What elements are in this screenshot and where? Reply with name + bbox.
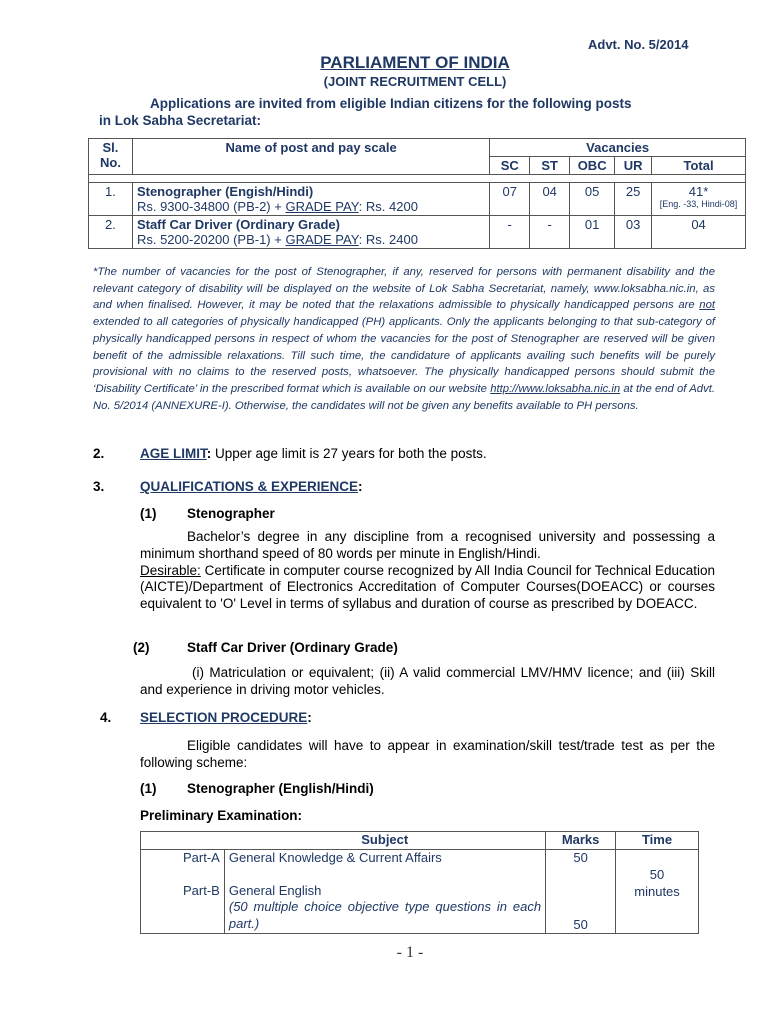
exam-table xyxy=(140,831,699,934)
page-subtitle: (JOINT RECRUITMENT CELL) xyxy=(323,74,507,89)
section-qualifications-heading: QUALIFICATIONS & EXPERIENCE: xyxy=(140,479,363,494)
sub-1-number: (1) xyxy=(140,506,157,521)
intro-line-2: in Lok Sabha Secretariat: xyxy=(99,113,262,128)
section-selection-heading: SELECTION PROCEDURE: xyxy=(140,710,312,725)
header-obc: OBC xyxy=(570,157,615,175)
header-slno: Sl. No. xyxy=(89,139,133,175)
intro-line-1: Applications are invited from eligible Indian citizens for the following posts xyxy=(150,96,632,111)
header-total: Total xyxy=(652,157,746,175)
row-sc: - xyxy=(490,216,530,249)
disability-note: *The number of vacancies for the post of Stenographer, if any, reserved for persons with permanent disability and the relevant category of disability will be displayed on the website of Lok Sabha Secretariat, namely, www.loksabha.nic.in, as and when finalised. However, it may be noted that the relaxations admissible to physically handicapped persons are not extended to all categories of physically handicapped (PH) applicants. Only the applicants belonging to that sub-category of physically handicapped persons in respect of whom the vacancies for the post of Stenographer are reserved will be given benefit of the admissible relaxations. Till such time, the candidature of applicants availing such benefits will be purely provisional with no claims to the reserved posts, whatsoever. The physically handicapped persons should submit the ‘Disability Certificate’ in the prescribed format which is available on our website http://www.loksabha.nic.in at the end of Advt. No. 5/2014 (ANNEXURE-I). Otherwise, the candidates will not be given any benefits available to PH persons. xyxy=(93,266,715,412)
page-number: - 1 - xyxy=(396,944,424,961)
advertisement-number: Advt. No. 5/2014 xyxy=(588,37,689,52)
row-obc: 01 xyxy=(570,216,615,249)
part-a-subject: General Knowledge & Current Affairs xyxy=(224,849,545,866)
part-b-marks: 50 xyxy=(546,867,616,934)
table-row xyxy=(89,183,746,216)
section-age-limit: AGE LIMIT: Upper age limit is 27 years for both the posts. xyxy=(140,446,487,461)
selection-text: Eligible candidates will have to appear in examination/skill test/trade test as per the following scheme: xyxy=(140,738,715,770)
row-slno: 2. xyxy=(89,216,133,249)
header-marks: Marks xyxy=(546,832,616,850)
row-total: 41* [Eng. -33, Hindi-08] xyxy=(652,183,746,216)
part-b-label: Part-B xyxy=(141,867,225,934)
sub-4-1-number: (1) xyxy=(140,781,157,796)
preliminary-exam-title: Preliminary Examination: xyxy=(140,808,303,823)
row-total: 04 xyxy=(652,216,746,249)
row-ur: 25 xyxy=(615,183,652,216)
part-a-marks: 50 xyxy=(546,849,616,866)
sub-2-number: (2) xyxy=(133,640,150,655)
header-vacancies: Vacancies xyxy=(490,139,746,157)
exam-time: 50 minutes xyxy=(616,849,699,934)
page-title: PARLIAMENT OF INDIA xyxy=(320,53,510,72)
row-obc: 05 xyxy=(570,183,615,216)
website-link[interactable]: http://www.loksabha.nic.in xyxy=(490,382,621,395)
sub-1-title: Stenographer xyxy=(187,506,275,521)
header-st: ST xyxy=(530,157,570,175)
vacancy-table xyxy=(88,138,746,249)
row-st: - xyxy=(530,216,570,249)
table-row xyxy=(141,849,699,866)
section-4-number: 4. xyxy=(100,710,112,725)
row-st: 04 xyxy=(530,183,570,216)
part-b-subject: General English (50 multiple choice objective type questions in each part.) xyxy=(224,867,545,934)
sub-2-title: Staff Car Driver (Ordinary Grade) xyxy=(187,640,398,655)
header-subject: Subject xyxy=(224,832,545,850)
part-a-label: Part-A xyxy=(141,849,225,866)
table-row xyxy=(141,867,699,934)
header-sc: SC xyxy=(490,157,530,175)
stenographer-qualification: Bachelor’s degree in any discipline from a recognised university and possessing a minimum shorthand speed of 80 words per minute in English/Hindi. Desirable: Certificate in computer course recognized by All India Council for Technical Education (AICTE)/Department of Electronics Accreditation of Computer Courses(DOEACC) or courses equivalent to 'O' Level in terms of syllabus and duration of course as prescribed by DOEACC. xyxy=(140,529,715,612)
section-3-number: 3. xyxy=(93,479,105,494)
header-ur: UR xyxy=(615,157,652,175)
row-post: Stenographer (Engish/Hindi) Rs. 9300-34800 (PB-2) + GRADE PAY: Rs. 4200 xyxy=(132,183,489,216)
section-2-number: 2. xyxy=(93,446,105,461)
row-post: Staff Car Driver (Ordinary Grade) Rs. 5200-20200 (PB-1) + GRADE PAY: Rs. 2400 xyxy=(132,216,489,249)
row-ur: 03 xyxy=(615,216,652,249)
header-time: Time xyxy=(616,832,699,850)
row-slno: 1. xyxy=(89,183,133,216)
row-sc: 07 xyxy=(490,183,530,216)
table-row xyxy=(89,216,746,249)
header-post: Name of post and pay scale xyxy=(132,139,489,175)
driver-qualification: (i) Matriculation or equivalent; (ii) A valid commercial LMV/HMV licence; and (iii) Skill and experience in driving motor vehicles. xyxy=(140,665,715,697)
sub-4-1-title: Stenographer (English/Hindi) xyxy=(187,781,374,796)
